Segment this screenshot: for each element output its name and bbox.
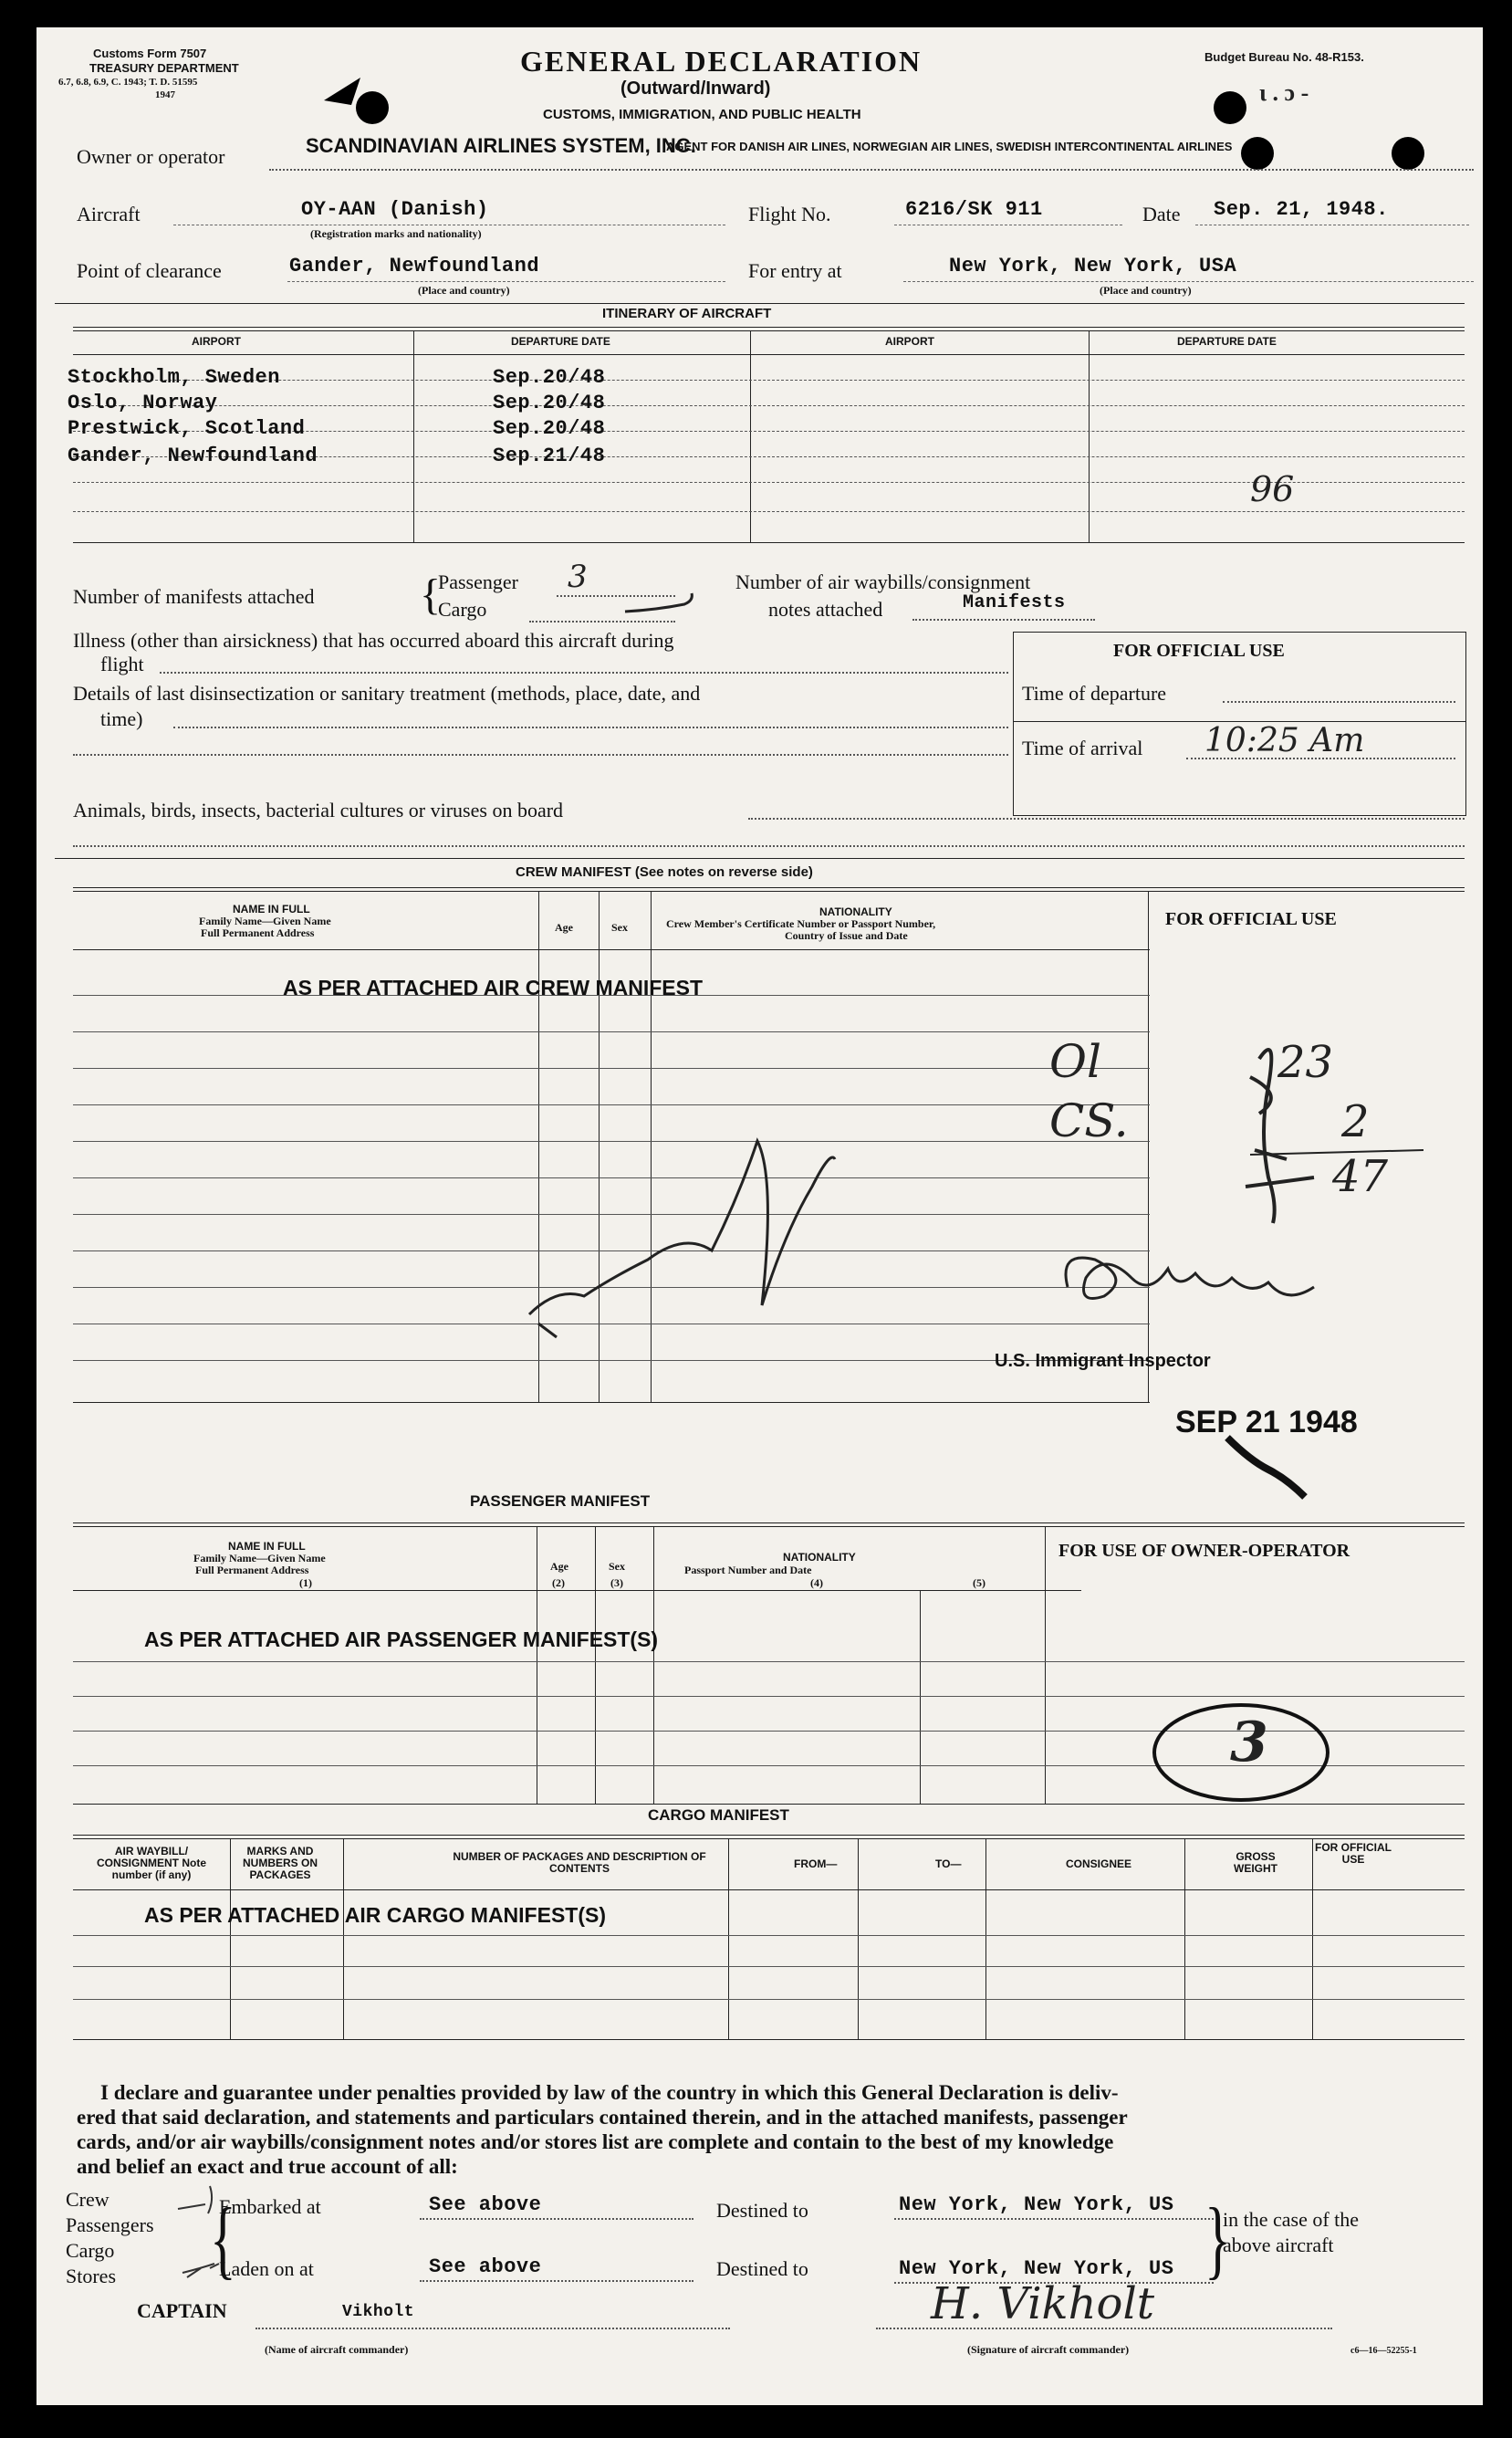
direction: (Outward/Inward) [620,78,771,99]
illness-label: Illness (other than airsickness) that has occurred aboard this aircraft during [73,629,674,652]
form-title: GENERAL DECLARATION [520,45,923,78]
cargo-header-packages: NUMBER OF PACKAGES AND DESCRIPTION OF CONTENTS [453,1850,706,1876]
official-use-title: FOR OFFICIAL USE [1113,641,1285,661]
declaration-line-2: ered that said declaration, and statements and particulars contained therein, and in the attached manifests, passenger [77,2106,1128,2129]
aircraft-label: Aircraft [77,203,141,225]
declaration-line-4: and belief an exact and true account of all: [77,2155,458,2178]
itinerary-airport-4: Gander, Newfoundland [68,445,318,467]
cargo-header-waybill: AIR WAYBILL/ CONSIGNMENT Note number (if any) [97,1845,206,1882]
passenger-title: PASSENGER MANIFEST [470,1492,651,1510]
passenger-label: Passenger [438,570,518,593]
flight-label: Flight No. [748,203,831,225]
inspector-signature [1049,1241,1378,1324]
crew-official-notes [1040,1022,1478,1232]
form-refs: 6.7, 6.8, 6.9, C. 1943; T. D. 51595 [58,77,198,88]
inspector-title: U.S. Immigrant Inspector [995,1351,1211,1371]
passenger-sex-header: Sex [609,1560,625,1573]
aircraft-sub: (Registration marks and nationality) [310,227,482,240]
passenger-col-3: (3) [610,1576,623,1589]
cargo-header-official: FOR OFFICIAL USE [1315,1841,1392,1867]
date-value: Sep. 21, 1948. [1214,198,1389,221]
hand-mark: ι . ɔ - [1259,79,1309,106]
redaction-blot [1392,137,1424,170]
animals-label: Animals, birds, insects, bacterial cultures or viruses on board [73,799,564,821]
date-label: Date [1142,203,1181,225]
disinsect-label: Details of last disinsectization or sanitary treatment (methods, place, date, and [73,682,701,705]
itinerary-date-2: Sep.20/48 [493,392,606,414]
owner-label: Owner or operator [77,145,225,168]
itinerary-date-4: Sep.21/48 [493,445,606,467]
crew-title: CREW MANIFEST (See notes on reverse side) [516,864,813,880]
department: TREASURY DEPARTMENT [89,61,239,75]
passenger-name-header: NAME IN FULL [228,1540,306,1553]
svg-text:23: 23 [1277,1037,1334,1088]
itinerary-airport-1: Stockholm, Sweden [68,366,280,389]
budget-bureau: Budget Bureau No. 48-R153. [1204,50,1364,64]
form-subtitle: CUSTOMS, IMMIGRATION, AND PUBLIC HEALTH [543,107,861,122]
entry-sub: (Place and country) [1100,284,1192,297]
passenger-col-2: (2) [552,1576,565,1589]
entry-value: New York, New York, USA [949,255,1237,277]
notes-attached-value: Manifests [963,592,1066,613]
svg-text:47: 47 [1332,1151,1389,1202]
declaration-item-stores: Stores [66,2265,116,2287]
crew-handwriting-scribble [502,1123,940,1351]
general-declaration-form: Customs Form 7507 TREASURY DEPARTMENT 6.7, 6.8, 6.9, C. 1943; T. D. 51595 1947 GENERAL DECLARATION (Outward/Inward) CUSTOMS, IMMIGRATION, AND PUBLIC HEALTH Budget Bureau No. 48-R153. ι . ɔ - Owner or operator SCANDINAVIAN AIRLINES SYSTEM, INC. AGENT FOR DANISH AIR LINES, NORWEGIAN AIR LINES, SWEDISH INTERCONTINENTAL AIRLINES Aircraft OY-AAN (Danish) (Registration marks and nationality) Flight No. 6216/SK 911 Date Sep. 21, 1948. Point of clearance Gander, Newfoundland (Place and country) For entry at New York, New York, USA (Place and country) ITINERARY OF AIRCRAFT AIRPORT DEPARTURE DATE AIRPORT DEPARTURE DATE Stockholm, Sweden Sep.20/48 Oslo, Norway Sep.20/48 Prestwick, Scotland Sep.20/48 Gander, Newfoundland Sep.21/48 96 Number of manifests attached { Passenger 3 Cargo Number of air waybills/consignment notes attached Manifests FOR OFFICIAL USE Time of departure Time of arrival 10:25 Am Illness (other than airsickness) that has occurred aboard this aircraft during flight Details of last disinsectization or sanitary treatment (methods, place, date, and time) Animals, birds, insects, bacterial cultures or viruses on board CREW MANIFEST (See notes on reverse side) NAME IN FULL Family Name—Given Name Full Permanent Address Age Sex NATIONALITY Crew Member's Certificate Number or Passport Number, Country of Issue and Date FOR OFFICIAL USE AS PER ATTACHED AIR CREW MANIFEST Ol CS. 23 2 47 U.S. Immigrant Inspector SEP 21 1948 PASSENGER MANIFEST NAME IN FULL Family Name—Given Name Full Permanent Address (1) Age (2) Sex (3) NATIONALITY Passport Number and Date (4) (5) FOR USE OF OWNER-OPERATOR AS PER ATTACHED AIR PASSENGER MANIFEST(S) 3 CARGO MANIFEST AIR WAYBILL/ CONSIGNMENT Note number (if any) MARKS AND NUMBERS ON PACKAGES NUMBER OF PACKAGES AND DESCRIPTION OF CONTENTS FROM— TO— CONSIGNEE GROSS WEIGHT FOR OFFICIAL USE AS PER ATTACHED AIR CARGO MANIFEST(S) I declare and guarantee under penalties provided by law of the country in which this General Declaration is deliv- ered that said declaration, and statements and particulars contained therein, and in the attached manifests, passenger cards, and/or air waybills/consignment notes and/or stores list are complete and contain to the best of my knowledge and belief an exact and true account of all: Crew Passengers Cargo Stores { Embarked at See above Laden on at See above Destined to New York, New York, US Destined to New York, New York, US } in the case of the above aircraft CAPTAIN Vikholt (Name of aircraft commander) H. Vikholt (Signature of aircraft commander) c6—16—52255-1 [36,27,1483,2405]
cargo-entry: AS PER ATTACHED AIR CARGO MANIFEST(S) [144,1903,606,1927]
cargo-title: CARGO MANIFEST [648,1806,789,1824]
passenger-col-5: (5) [973,1576,985,1589]
cargo-header-weight: GROSS WEIGHT [1234,1850,1277,1876]
clearance-sub: (Place and country) [418,284,510,297]
time-arrival-value: 10:25 Am [1204,722,1365,759]
clearance-label: Point of clearance [77,259,222,282]
passenger-manifest-count: 3 [568,559,588,595]
cargo-header-to: TO— [935,1857,962,1870]
captain-signature: H. Vikholt [931,2278,1155,2329]
inspector-stamp-date: SEP 21 1948 [1175,1405,1358,1439]
crew-entry: AS PER ATTACHED AIR CREW MANIFEST [283,976,703,999]
passenger-name-sub1: Family Name—Given Name [193,1552,326,1564]
destined-value-2: New York, New York, US [899,2257,1174,2280]
crew-age-header: Age [555,921,573,934]
destined-label-1: Destined to [716,2199,808,2222]
declaration-line-1: I declare and guarantee under penalties provided by law of the country in which this General Declaration is deliv- [100,2081,1119,2104]
redaction-blot [1241,137,1274,170]
clearance-value: Gander, Newfoundland [289,255,540,277]
itinerary-date-1: Sep.20/48 [493,366,606,389]
passenger-count: 3 [1230,1711,1268,1774]
case-text-2: above aircraft [1223,2234,1334,2256]
itinerary-header-date: DEPARTURE DATE [511,335,610,348]
itinerary-title: ITINERARY OF AIRCRAFT [602,306,772,321]
owner-value: SCANDINAVIAN AIRLINES SYSTEM, INC. [306,134,696,157]
captain-name-sub: (Name of aircraft commander) [265,2343,409,2356]
crew-nat-sub2: Country of Issue and Date [785,929,908,942]
cargo-header-marks: MARKS AND NUMBERS ON PACKAGES [242,1845,318,1882]
itinerary-header-airport: AIRPORT [192,335,241,348]
passenger-nat-header: NATIONALITY [783,1551,856,1564]
declaration-item-passengers: Passengers [66,2213,154,2236]
itinerary-date-3: Sep.20/48 [493,417,606,440]
case-text-1: in the case of the [1223,2208,1360,2231]
notes-attached-label: notes attached [768,598,883,621]
svg-text:Ol: Ol [1049,1035,1101,1088]
captain-name: Vikholt [342,2303,415,2321]
itinerary-airport-2: Oslo, Norway [68,392,218,414]
passenger-col-1: (1) [299,1576,312,1589]
cargo-header-from: FROM— [794,1857,838,1870]
destined-label-2: Destined to [716,2257,808,2280]
crew-name-sub2: Full Permanent Address [201,926,315,939]
flight-value: 6216/SK 911 [905,198,1043,221]
aircraft-value: OY-AAN (Danish) [301,198,489,221]
manifests-label: Number of manifests attached [73,585,315,608]
passenger-age-header: Age [550,1560,568,1573]
destined-value-1: New York, New York, US [899,2193,1174,2216]
illness-label-2: flight [100,653,144,675]
form-number: Customs Form 7507 [93,47,207,60]
crew-official-use: FOR OFFICIAL USE [1165,909,1337,929]
entry-label: For entry at [748,259,842,282]
svg-text:2: 2 [1341,1096,1370,1147]
cargo-handwritten-mark [620,584,721,621]
form-year: 1947 [155,89,175,100]
captain-signature-sub: (Signature of aircraft commander) [967,2343,1130,2356]
passenger-nat-sub: Passport Number and Date [684,1564,812,1576]
crew-name-header: NAME IN FULL [233,903,310,916]
disinsect-label-2: time) [100,707,143,730]
laden-label: Laden on at [219,2257,314,2280]
owner-operator-use: FOR USE OF OWNER-OPERATOR [1058,1541,1350,1561]
declaration-item-crew: Crew [66,2188,109,2211]
time-arrival-label: Time of arrival [1022,737,1143,759]
cargo-label: Cargo [438,598,487,621]
crew-name-sub1: Family Name—Given Name [199,915,331,927]
crew-nat-header: NATIONALITY [819,905,892,918]
svg-text:CS.: CS. [1049,1094,1129,1147]
laden-value: See above [429,2255,542,2278]
embarked-label: Embarked at [219,2195,321,2218]
corner-mark-icon [319,73,374,110]
embarked-value: See above [429,2193,542,2216]
captain-label: CAPTAIN [137,2299,227,2322]
itinerary-airport-3: Prestwick, Scotland [68,417,306,440]
print-code: c6—16—52255-1 [1350,2346,1417,2356]
declaration-item-cargo: Cargo [66,2239,115,2262]
owner-agent: AGENT FOR DANISH AIR LINES, NORWEGIAN AIR LINES, SWEDISH INTERCONTINENTAL AIRLINES [666,140,1233,153]
itinerary-header-date-2: DEPARTURE DATE [1177,335,1277,348]
redaction-blot [1214,91,1246,124]
stamp-smudge [1223,1433,1314,1506]
itinerary-handwritten-note: 96 [1250,469,1295,509]
itinerary-header-airport-2: AIRPORT [885,335,934,348]
declaration-line-3: cards, and/or air waybills/consignment notes and/or stores list are complete and contain to the best of my knowledge [77,2130,1114,2153]
passenger-name-sub2: Full Permanent Address [195,1564,309,1576]
crew-nat-sub1: Crew Member's Certificate Number or Passport Number, [666,917,936,930]
crew-sex-header: Sex [611,921,628,934]
passenger-entry: AS PER ATTACHED AIR PASSENGER MANIFEST(S) [144,1627,659,1651]
cargo-header-consignee: CONSIGNEE [1066,1857,1132,1870]
time-departure-label: Time of departure [1022,682,1167,705]
waybills-label: Number of air waybills/consignment [735,570,1031,593]
passenger-col-4: (4) [810,1576,823,1589]
